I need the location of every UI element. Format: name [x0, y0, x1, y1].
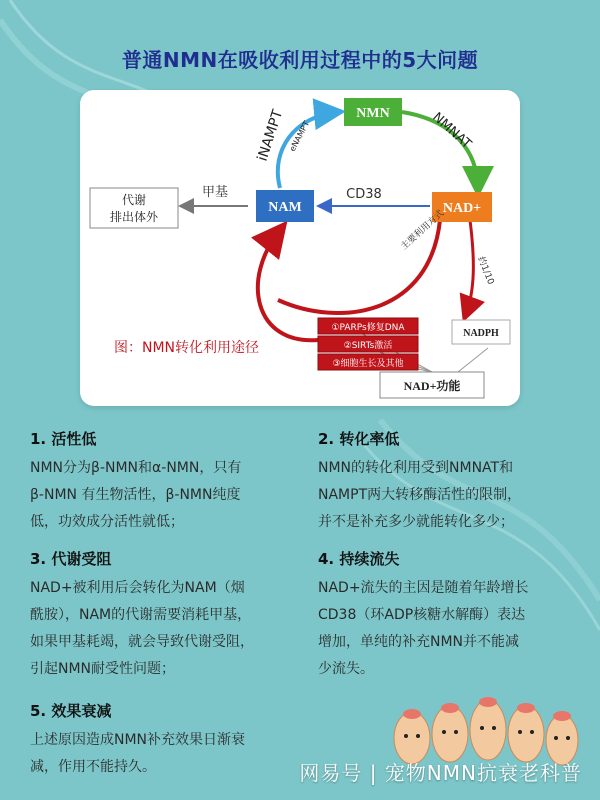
issue-3-line: 引起NMN耐受性问题；	[30, 661, 176, 677]
nad-function-label: NAD+功能	[403, 379, 461, 393]
ratio-label: 约1/10	[475, 255, 496, 287]
nmn-node-label: NMN	[356, 106, 390, 121]
issue-3	[30, 548, 310, 683]
watermark: 网易号 | 宠物NMN抗衰老科普	[299, 761, 582, 785]
issue-4	[318, 548, 588, 683]
issue-3-line: NAD+被利用后会转化为NAM（烟	[30, 580, 245, 596]
diagram-card	[80, 90, 520, 406]
nmn-pathway-diagram	[80, 90, 520, 406]
issue-5-line: 上述原因造成NMN补充效果日渐衰	[30, 732, 246, 748]
issue-5-line: 减，作用不能持久。	[30, 759, 156, 775]
excrete-line-2: 排出体外	[109, 210, 159, 224]
issue-2	[318, 428, 588, 536]
issue-3-title: 3. 代谢受阻	[30, 550, 112, 568]
issue-2-line: NMN的转化利用受到NMNAT和	[318, 460, 514, 476]
nad-to-nadph-arrow	[466, 220, 473, 314]
cd38-label: CD38	[346, 187, 382, 202]
nmnat-label: NMNAT	[429, 109, 474, 153]
issue-3-line: 酰胺），NAM的代谢需要消耗甲基，	[30, 607, 252, 623]
issue-1	[30, 428, 300, 536]
issue-4-line: 增加，单纯的补充NMN并不能减	[318, 634, 520, 650]
methyl-label: 甲基	[201, 185, 229, 200]
excrete-line-1: 代谢	[121, 193, 147, 207]
issue-1-line: β-NMN 有生物活性，β-NMN纯度	[30, 487, 241, 503]
issue-1-title: 1. 活性低	[30, 430, 97, 448]
diagram-caption: 图：NMN转化利用途径	[114, 340, 260, 356]
main-use-label: 主要利用方式	[399, 208, 447, 253]
pathway-to-nam-arrow	[258, 230, 318, 340]
issue-4-line: NAD+流失的主因是随着年龄增长	[318, 580, 529, 596]
page-title: 普通NMN在吸收利用过程中的5大问题	[121, 48, 479, 72]
issue-5	[30, 700, 310, 781]
pathway-label-2: ②SIRTs激活	[343, 341, 393, 351]
issue-4-line: CD38（环ADP核糖水解酶）表达	[318, 607, 526, 623]
issue-4-title: 4. 持续流失	[318, 550, 400, 568]
issue-4-line: 少流失。	[318, 661, 374, 677]
inampt-label: iNAMPT	[254, 107, 287, 164]
issue-1-line: 低，功效成分活性就低；	[30, 514, 184, 530]
pathway-label-1: ①PARPs修复DNA	[331, 323, 405, 333]
issue-2-line: NAMPT两大转移酶活性的限制，	[318, 487, 522, 503]
enampt-label: eNAMPT	[287, 119, 312, 153]
issue-5-title: 5. 效果衰减	[30, 702, 112, 720]
pathway-label-3: ③细胞生长及其他	[332, 359, 404, 369]
issue-1-line: NMN分为β-NMN和α-NMN，只有	[30, 460, 242, 476]
issue-2-title: 2. 转化率低	[318, 430, 400, 448]
nad-node-label: NAD+	[442, 201, 482, 216]
nam-node-label: NAM	[268, 200, 302, 215]
nadph-node-label: NADPH	[463, 328, 499, 339]
issue-2-line: 并不是补充多少就能转化多少；	[318, 514, 514, 530]
issue-3-line: 如果甲基耗竭，就会导致代谢受阻，	[30, 634, 254, 650]
